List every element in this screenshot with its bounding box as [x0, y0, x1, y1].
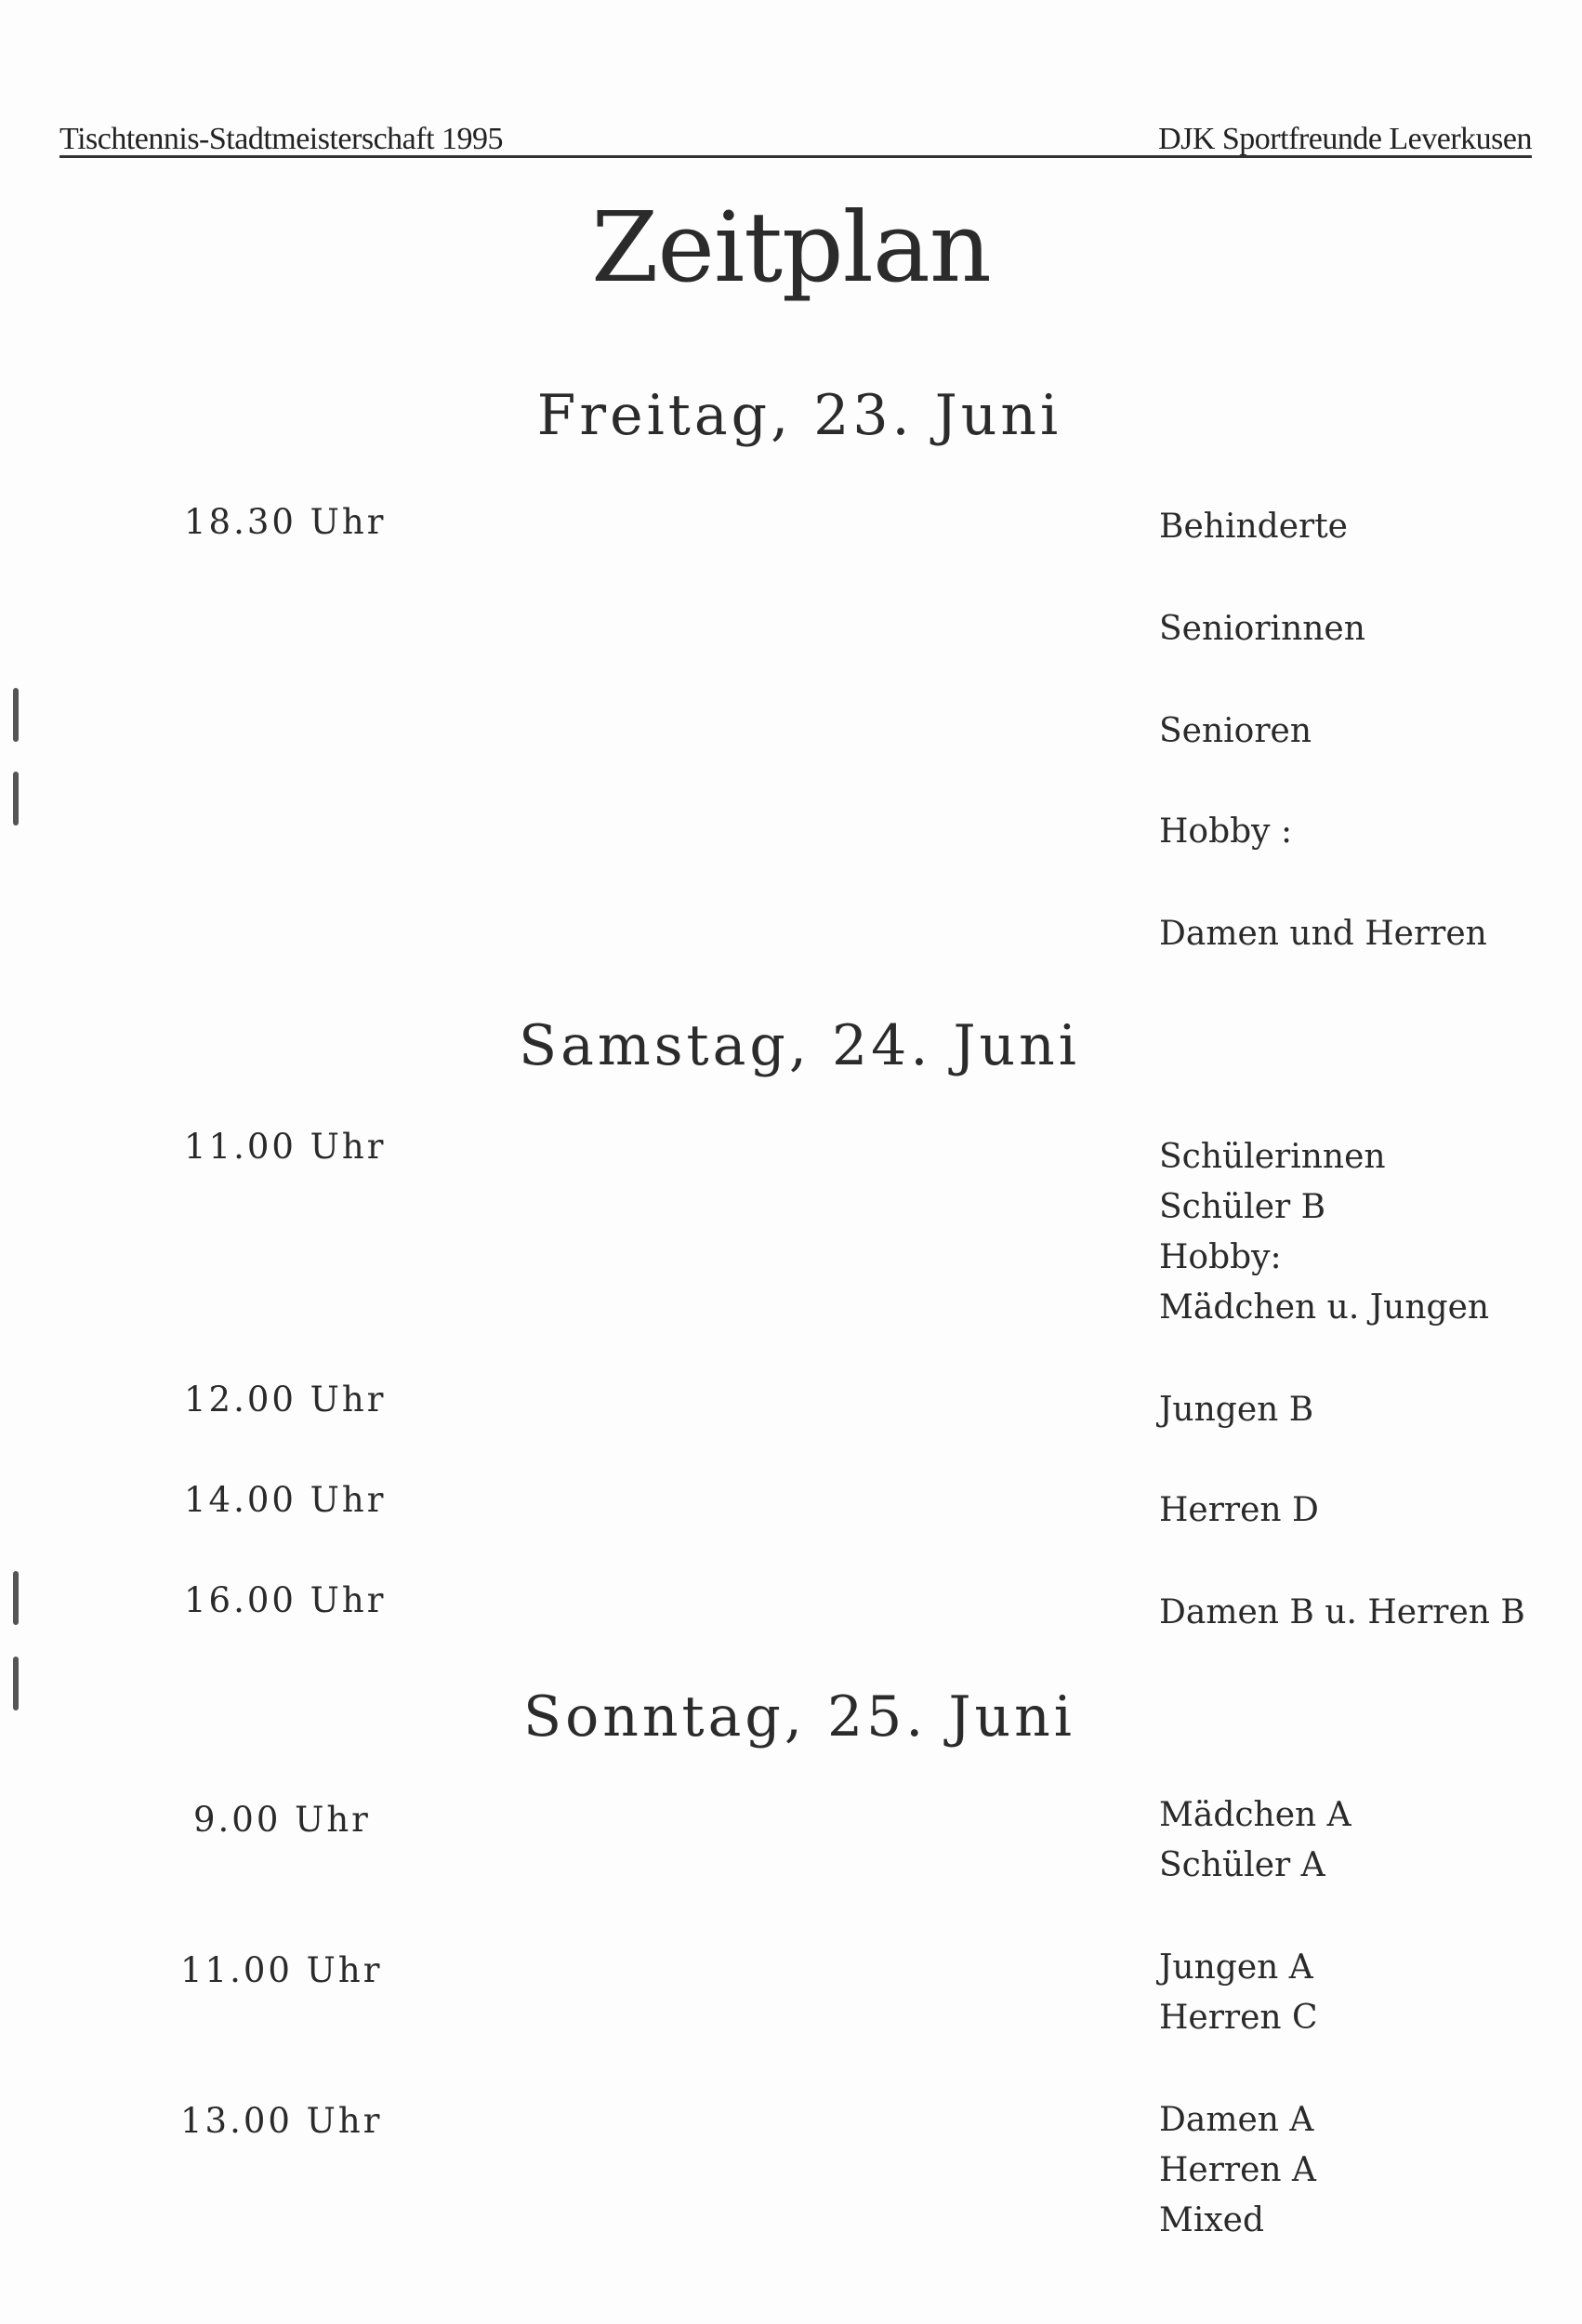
- event-item: Hobby:: [1159, 1238, 1282, 1276]
- day-heading-friday: Freitag, 23. Juni: [536, 383, 1062, 448]
- event-item: Damen und Herren: [1159, 915, 1487, 953]
- time-slot: 11.00 Uhr: [184, 1127, 387, 1167]
- event-item: Senioren: [1159, 712, 1312, 750]
- event-item: Mädchen u. Jungen: [1159, 1288, 1490, 1327]
- time-slot: 13.00 Uhr: [180, 2101, 383, 2141]
- day-heading-saturday: Samstag, 24. Juni: [518, 1013, 1080, 1078]
- event-item: Jungen A: [1159, 1948, 1313, 1987]
- event-item: Mädchen A: [1159, 1796, 1351, 1834]
- page-title: Zeitplan: [591, 191, 991, 304]
- event-item: Hobby :: [1159, 812, 1293, 851]
- event-item: Damen B u. Herren B: [1159, 1593, 1525, 1631]
- day-heading-sunday: Sonntag, 25. Juni: [523, 1684, 1075, 1750]
- event-item: Herren C: [1159, 1999, 1318, 2037]
- margin-mark: [13, 1657, 19, 1710]
- margin-mark: [13, 1571, 19, 1625]
- time-slot: 16.00 Uhr: [184, 1580, 387, 1620]
- event-item: Herren D: [1159, 1491, 1319, 1529]
- event-item: Damen A: [1159, 2101, 1314, 2139]
- page-header: [59, 116, 1532, 158]
- event-item: Schülerinnen: [1159, 1138, 1386, 1176]
- event-item: Seniorinnen: [1159, 610, 1365, 648]
- time-slot: 18.30 Uhr: [184, 502, 387, 542]
- event-item: Mixed: [1159, 2201, 1265, 2239]
- event-item: Jungen B: [1159, 1391, 1314, 1429]
- event-item: Schüler B: [1159, 1188, 1326, 1226]
- header-club-name: DJK Sportfreunde Leverkusen: [1158, 122, 1532, 156]
- margin-mark: [13, 688, 19, 742]
- header-event-title: Tischtennis-Stadtmeisterschaft 1995: [59, 122, 504, 156]
- time-slot: 9.00 Uhr: [193, 1800, 371, 1840]
- margin-mark: [13, 772, 19, 825]
- time-slot: 11.00 Uhr: [180, 1950, 383, 1990]
- event-item: Behinderte: [1159, 508, 1348, 546]
- time-slot: 14.00 Uhr: [184, 1480, 387, 1520]
- event-item: Herren A: [1159, 2151, 1317, 2189]
- event-item: Schüler A: [1159, 1846, 1325, 1884]
- time-slot: 12.00 Uhr: [184, 1380, 387, 1419]
